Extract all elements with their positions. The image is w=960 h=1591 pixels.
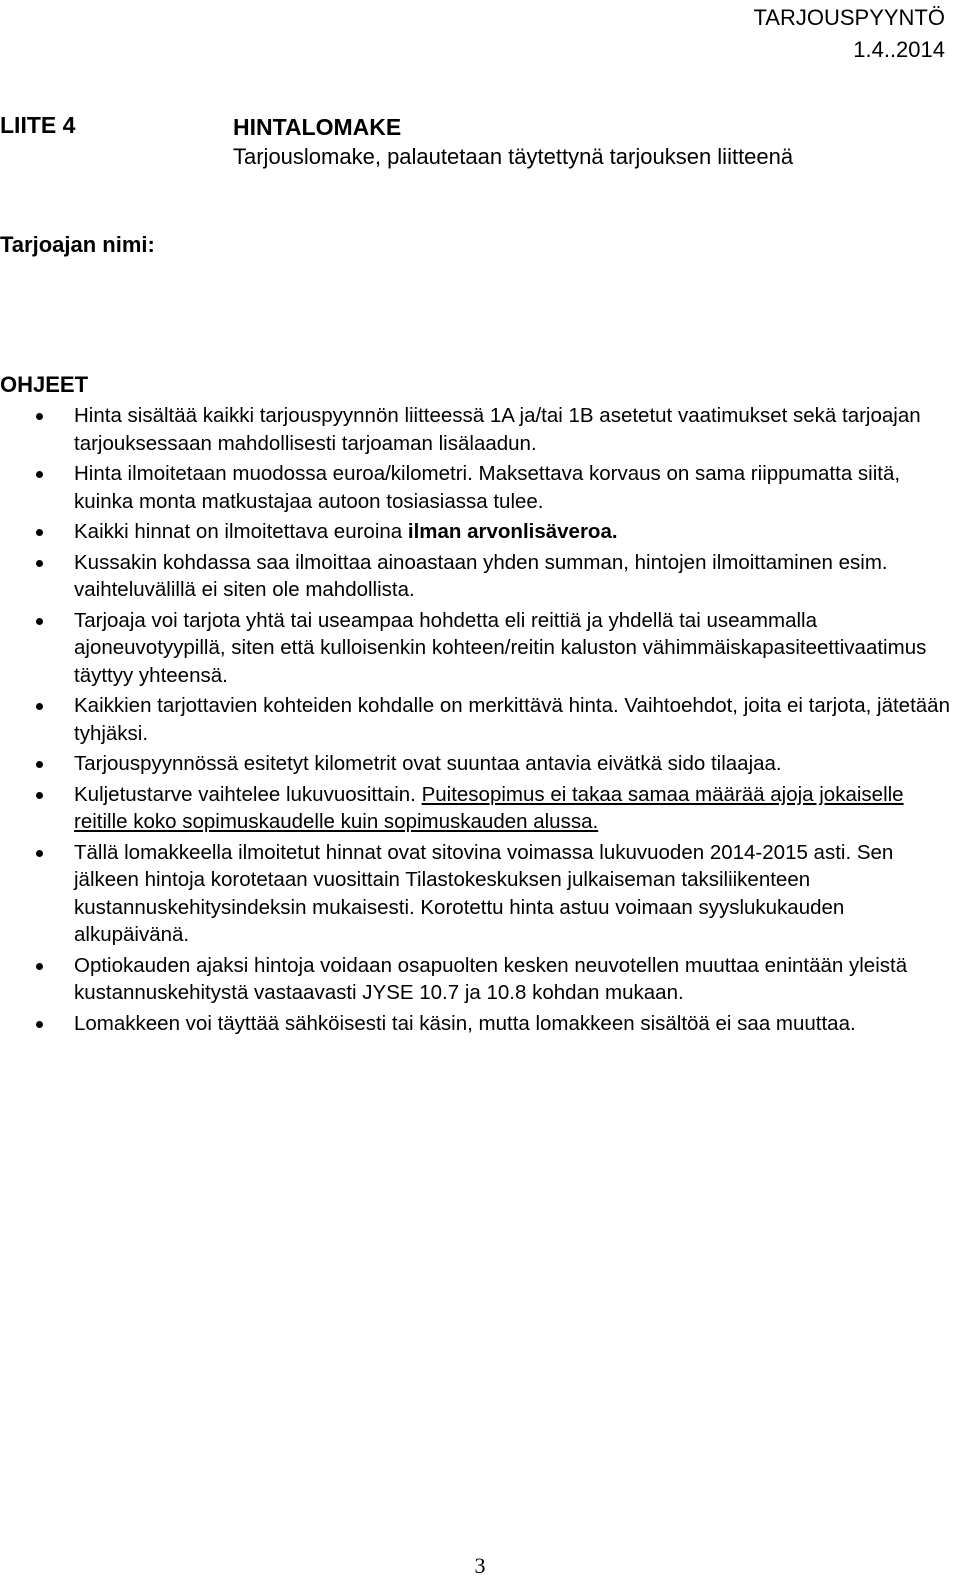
instruction-text: Kuljetustarve vaihtelee lukuvuosittain. bbox=[74, 782, 422, 806]
title-block bbox=[233, 112, 793, 172]
instruction-text: Kaikki hinnat on ilmoitettava euroina bbox=[74, 520, 408, 543]
form-subtitle: Tarjouslomake, palautetaan täytettynä tarjouksen liitteenä bbox=[233, 144, 794, 169]
bullet-icon bbox=[36, 560, 43, 567]
instruction-text: Optiokauden ajaksi hintoja voidaan osapuolten kesken neuvotellen muuttaa enintään yleistä kustannuskehitystä vastaavasti JYSE 10.7 ja 10.8 kohdan mukaan. bbox=[74, 953, 908, 1004]
instruction-text: Kussakin kohdassa saa ilmoittaa ainoastaan yhden summan, hintojen ilmoittaminen esim. vaihteluvälillä ei siten ole mahdollista. bbox=[74, 550, 888, 601]
bullet-icon bbox=[36, 471, 43, 478]
instruction-text: Tarjouspyynnössä esitetyt kilometrit ovat suuntaa antavia eivätkä sido tilaajaa. bbox=[74, 752, 782, 775]
form-title: HINTALOMAKE bbox=[233, 114, 402, 140]
instructions-list bbox=[0, 402, 950, 1040]
bullet-icon bbox=[36, 963, 43, 970]
instruction-text: Hinta sisältää kaikki tarjouspyynnön liitteessä 1A ja/tai 1B asetetut vaatimukset sekä tarjoajan tarjouksessaan mahdollisesti tarjoaman lisälaadun. bbox=[74, 404, 921, 455]
instruction-text: Tarjoaja voi tarjota yhtä tai useampaa hohdetta eli reittiä ja yhdellä tai useammalla ajoneuvotyypillä, siten että kulloisenkin kohteen/reitin kaluston vähimmäiskapasiteettivaatimus täyttyy yhteensä. bbox=[74, 608, 927, 687]
page-number: 3 bbox=[474, 1553, 486, 1578]
bullet-icon bbox=[36, 529, 43, 536]
appendix-label: LIITE 4 bbox=[0, 112, 76, 138]
instruction-emphasis: ilman arvonlisäveroa. bbox=[407, 520, 618, 543]
list-item bbox=[0, 952, 950, 1007]
list-item bbox=[0, 402, 950, 457]
bullet-icon bbox=[36, 792, 43, 799]
instruction-underlined: Puitesopimus ei takaa samaa määrää ajoja jokaiselle reitille koko sopimuskaudelle kuin sopimuskauden alussa. bbox=[74, 782, 904, 833]
instruction-text: Tällä lomakkeella ilmoitetut hinnat ovat sitovina voimassa lukuvuoden 2014-2015 asti. Sen jälkeen hintoja korotetaan vuosittain Tilastokeskuksen julkaiseman taksiliikenteen kustannuskehitysindeksin mukaisesti. Korotettu hinta astuu voimaan syyslukukauden alkupäivänä. bbox=[74, 840, 894, 946]
list-item bbox=[0, 460, 950, 515]
document-header bbox=[753, 2, 945, 66]
bullet-icon bbox=[36, 850, 43, 857]
bullet-icon bbox=[36, 618, 43, 625]
list-item bbox=[0, 750, 950, 778]
list-item bbox=[0, 549, 950, 604]
list-item bbox=[0, 518, 950, 546]
bidder-name-label: Tarjoajan nimi: bbox=[0, 232, 155, 257]
list-item bbox=[0, 1010, 950, 1038]
bullet-icon bbox=[36, 703, 43, 710]
list-item bbox=[0, 607, 950, 690]
list-item bbox=[0, 839, 950, 949]
bullet-icon bbox=[36, 413, 43, 420]
list-item bbox=[0, 781, 950, 836]
list-item bbox=[0, 692, 950, 747]
document-type: TARJOUSPYYNTÖ bbox=[753, 5, 945, 30]
bullet-icon bbox=[36, 761, 43, 768]
instruction-text: Hinta ilmoitetaan muodossa euroa/kilometri. Maksettava korvaus on sama riippumatta siitä, kuinka monta matkustajaa autoon tosiasiassa tulee. bbox=[74, 462, 901, 513]
instruction-text: Kaikkien tarjottavien kohteiden kohdalle on merkittävä hinta. Vaihtoehdot, joita ei tarjota, jätetään tyhjäksi. bbox=[74, 694, 950, 745]
bullet-icon bbox=[36, 1021, 43, 1028]
instruction-text: Lomakkeen voi täyttää sähköisesti tai käsin, mutta lomakkeen sisältöä ei saa muuttaa. bbox=[74, 1011, 856, 1035]
document-date: 1.4..2014 bbox=[853, 37, 945, 62]
instructions-heading: OHJEET bbox=[0, 372, 89, 397]
